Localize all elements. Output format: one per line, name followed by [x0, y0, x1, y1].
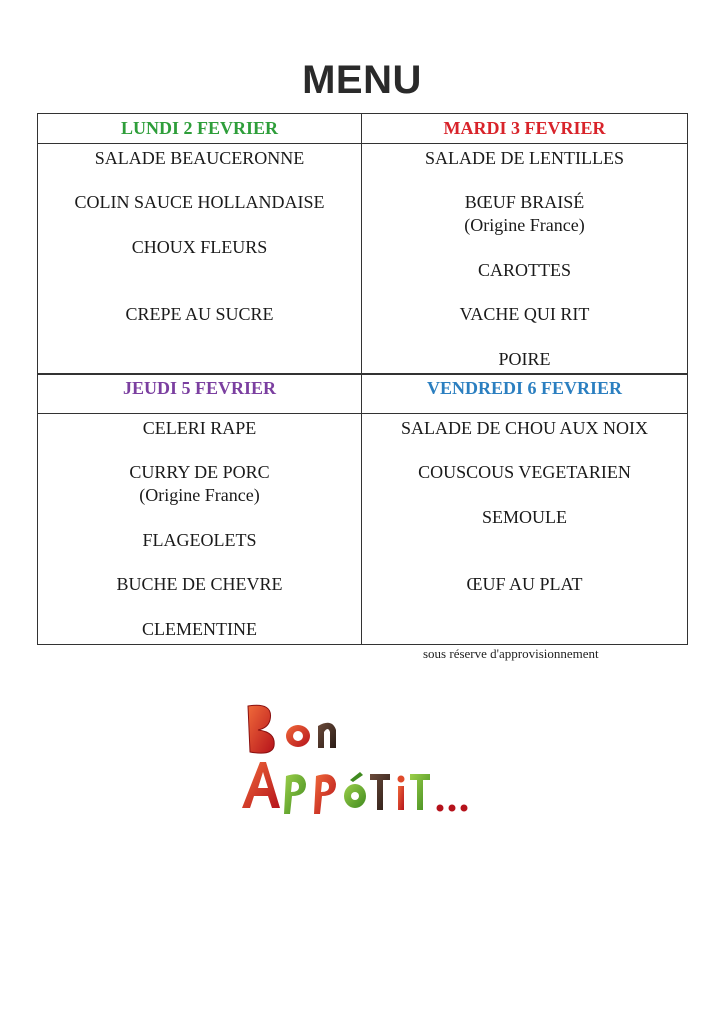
menu-item-note: (Origine France) — [139, 485, 260, 505]
menu-item: COUSCOUS VEGETARIEN — [418, 462, 631, 482]
menu-item: BŒUF BRAISÉ — [464, 192, 585, 212]
day-menu-jeudi — [37, 414, 362, 644]
day-heading-jeudi: JEUDI 5 FEVRIER — [122, 378, 277, 398]
page-title: MENU — [302, 58, 422, 102]
menu-item: CHOUX FLEURS — [131, 237, 268, 257]
border-right — [687, 113, 688, 645]
menu-item: SALADE DE CHOU AUX NOIX — [401, 418, 648, 438]
day-menu-vendredi — [362, 414, 687, 644]
menu-item: VACHE QUI RIT — [459, 304, 590, 324]
menu-item: SEMOULE — [482, 507, 567, 527]
logo-word-bon — [248, 705, 336, 753]
menu-item: FLAGEOLETS — [142, 530, 257, 550]
border-bottom — [37, 644, 688, 645]
menu-item: SALADE DE LENTILLES — [425, 148, 624, 168]
menu-item: CREPE AU SUCRE — [125, 304, 274, 324]
menu-item: COLIN SAUCE HOLLANDAISE — [74, 192, 325, 212]
menu-item: BUCHE DE CHEVRE — [116, 574, 283, 594]
menu-table — [37, 113, 688, 645]
menu-item: CAROTTES — [477, 260, 571, 280]
menu-item: SALADE BEAUCERONNE — [94, 148, 305, 168]
day-menu-lundi — [37, 144, 362, 373]
supply-note: sous réserve d'approvisionnement — [423, 646, 599, 661]
menu-item-note: (Origine France) — [464, 215, 585, 235]
day-menu-mardi — [362, 144, 687, 373]
menu-item: CELERI RAPE — [142, 418, 257, 438]
bon-appetit-logo — [238, 700, 488, 820]
day-heading-mardi: MARDI 3 FEVRIER — [443, 118, 606, 138]
menu-item: CURRY DE PORC — [129, 462, 270, 482]
logo-word-appetit — [242, 762, 468, 814]
menu-item: ŒUF AU PLAT — [466, 574, 583, 594]
menu-item: CLEMENTINE — [142, 619, 257, 639]
day-heading-vendredi: VENDREDI 6 FEVRIER — [426, 378, 623, 398]
day-heading-lundi: LUNDI 2 FEVRIER — [120, 118, 279, 138]
menu-item: POIRE — [498, 349, 551, 369]
